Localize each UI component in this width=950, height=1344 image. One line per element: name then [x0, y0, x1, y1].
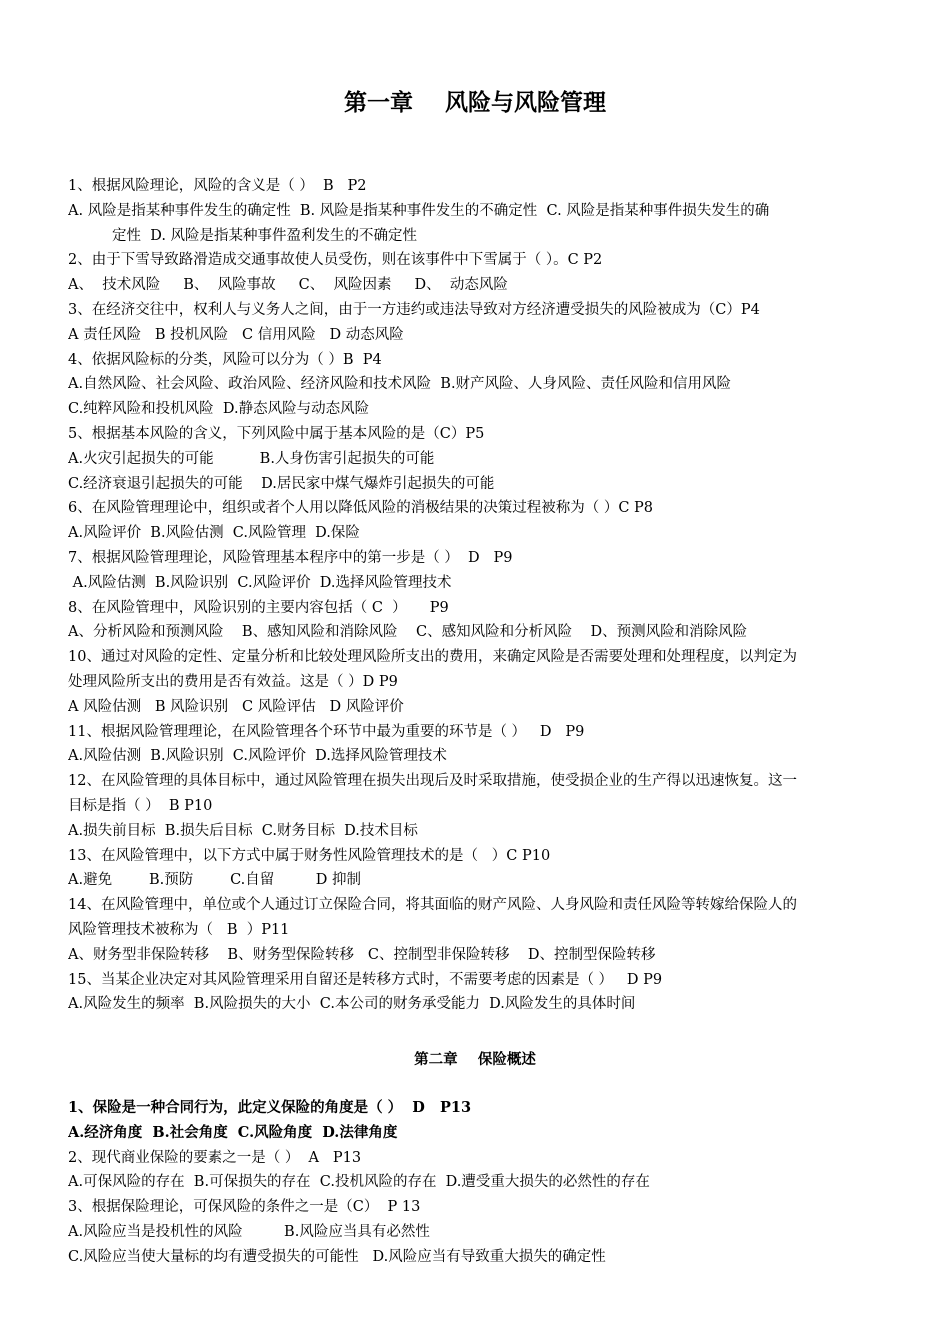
- text-line: 6、在风险管理理论中，组织或者个人用以降低风险的消极结果的决策过程被称为（ ）C P8: [68, 500, 654, 517]
- text-line: 风险管理技术被称为（ B ）P11: [68, 921, 290, 938]
- text-line: C.纯粹风险和投机风险 D.静态风险与动态风险: [68, 401, 370, 418]
- text-line: 目标是指（ ） B P10: [68, 797, 213, 814]
- text-line: 3、根据保险理论，可保风险的条件之一是（C） P 13: [68, 1199, 421, 1216]
- text-line: A.风险发生的频率 B.风险损失的大小 C.本公司的财务承受能力 D.风险发生的具体时间: [68, 996, 636, 1013]
- chapter2-title: 第二章 保险概述: [414, 1052, 536, 1068]
- text-line: 3、在经济交往中，权利人与义务人之间，由于一方违约或违法导致对方经济遭受损失的风险被成为（C）P4: [68, 301, 760, 318]
- text-line: A.风险估测 B.风险识别 C.风险评价 D.选择风险管理技术: [68, 748, 447, 765]
- text-line: 2、现代商业保险的要素之一是（ ） A P13: [68, 1149, 362, 1166]
- text-line: A.可保风险的存在 B.可保损失的存在 C.投机风险的存在 D.遭受重大损失的必然性的存在: [68, 1174, 650, 1191]
- text-line: 处理风险所支出的费用是否有效益。这是（ ）D P9: [68, 673, 398, 690]
- text-line: 1、根据风险理论，风险的含义是（ ） B P2: [68, 178, 367, 194]
- text-line: A、 技术风险 B、 风险事故 C、 风险因素 D、 动态风险: [68, 277, 508, 294]
- text-line: 8、在风险管理中，风险识别的主要内容包括（ C ） P9: [68, 599, 449, 616]
- text-line: A、财务型非保险转移 B、财务型保险转移 C、控制型非保险转移 D、控制型保险转移: [68, 946, 656, 963]
- text-line: 1、保险是一种合同行为，此定义保险的角度是（ ） D P13: [68, 1099, 472, 1116]
- text-line: A.避免 B.预防 C.自留 D 抑制: [68, 872, 361, 889]
- text-line: 13、在风险管理中，以下方式中属于财务性风险管理技术的是（ ）C P10: [68, 847, 551, 864]
- text-line: A、分析风险和预测风险 B、感知风险和消除风险 C、感知风险和分析风险 D、预测风险和消除风险: [68, 624, 748, 641]
- text-line: 5、根据基本风险的含义，下列风险中属于基本风险的是（C）P5: [68, 425, 485, 442]
- text-line: C.经济衰退引起损失的可能 D.居民家中煤气爆炸引起损失的可能: [68, 475, 495, 492]
- text-line: 4、依据风险标的分类，风险可以分为（ ）B P4: [68, 351, 382, 368]
- text-line: A 风险估测 B 风险识别 C 风险评估 D 风险评价: [68, 698, 404, 715]
- text-line: 7、根据风险管理理论，风险管理基本程序中的第一步是（ ） D P9: [68, 549, 513, 566]
- text-line: 2、由于下雪导致路滑造成交通事故使人员受伤，则在该事件中下雪属于（ ）。C P2: [68, 252, 603, 269]
- chapter2-content: [68, 1096, 888, 1270]
- chapter1-title: 第一章 风险与风险管理: [343, 90, 607, 116]
- text-line: 12、在风险管理的具体目标中，通过风险管理在损失出现后及时采取措施，使受损企业的生产得以迅速恢复。这一: [68, 773, 797, 790]
- text-line: A.经济角度 B.社会角度 C.风险角度 D.法律角度: [68, 1123, 398, 1141]
- text-line: 定性 D. 风险是指某种事件盈利发生的不确定性: [112, 227, 418, 244]
- text-line: A.火灾引起损失的可能 B.人身伤害引起损失的可能: [68, 450, 435, 467]
- text-line: C.风险应当使大量标的均有遭受损失的可能性 D.风险应当有导致重大损失的确定性: [68, 1248, 606, 1265]
- text-line: A. 风险是指某种事件发生的确定性 B. 风险是指某种事件发生的不确定性 C. 风险是指某种事件损失发生的确: [68, 202, 770, 219]
- text-line: 10、通过对风险的定性、定量分析和比较处理风险所支出的费用，来确定风险是否需要处理和处理程度，以判定为: [68, 649, 797, 666]
- text-line: 11、根据风险管理理论，在风险管理各个环节中最为重要的环节是（ ） D P9: [68, 723, 585, 740]
- chapter1-content: [68, 174, 888, 1017]
- text-line: A.自然风险、社会风险、政治风险、经济风险和技术风险 B.财产风险、人身风险、责任风险和信用风险: [68, 376, 732, 393]
- text-line: A 责任风险 B 投机风险 C 信用风险 D 动态风险: [68, 326, 404, 343]
- text-line: A.风险评价 B.风险估测 C.风险管理 D.保险: [68, 525, 360, 542]
- text-line: A.损失前目标 B.损失后目标 C.财务目标 D.技术目标: [68, 822, 418, 839]
- text-line: 15、当某企业决定对其风险管理采用自留还是转移方式时，不需要考虑的因素是（ ） D P9: [68, 971, 663, 988]
- text-line: 14、在风险管理中，单位或个人通过订立保险合同，将其面临的财产风险、人身风险和责任风险等转嫁给保险人的: [68, 897, 797, 914]
- text-line: A.风险应当是投机性的风险 B.风险应当具有必然性: [68, 1223, 430, 1240]
- text-line: A.风险估测 B.风险识别 C.风险评价 D.选择风险管理技术: [68, 574, 452, 591]
